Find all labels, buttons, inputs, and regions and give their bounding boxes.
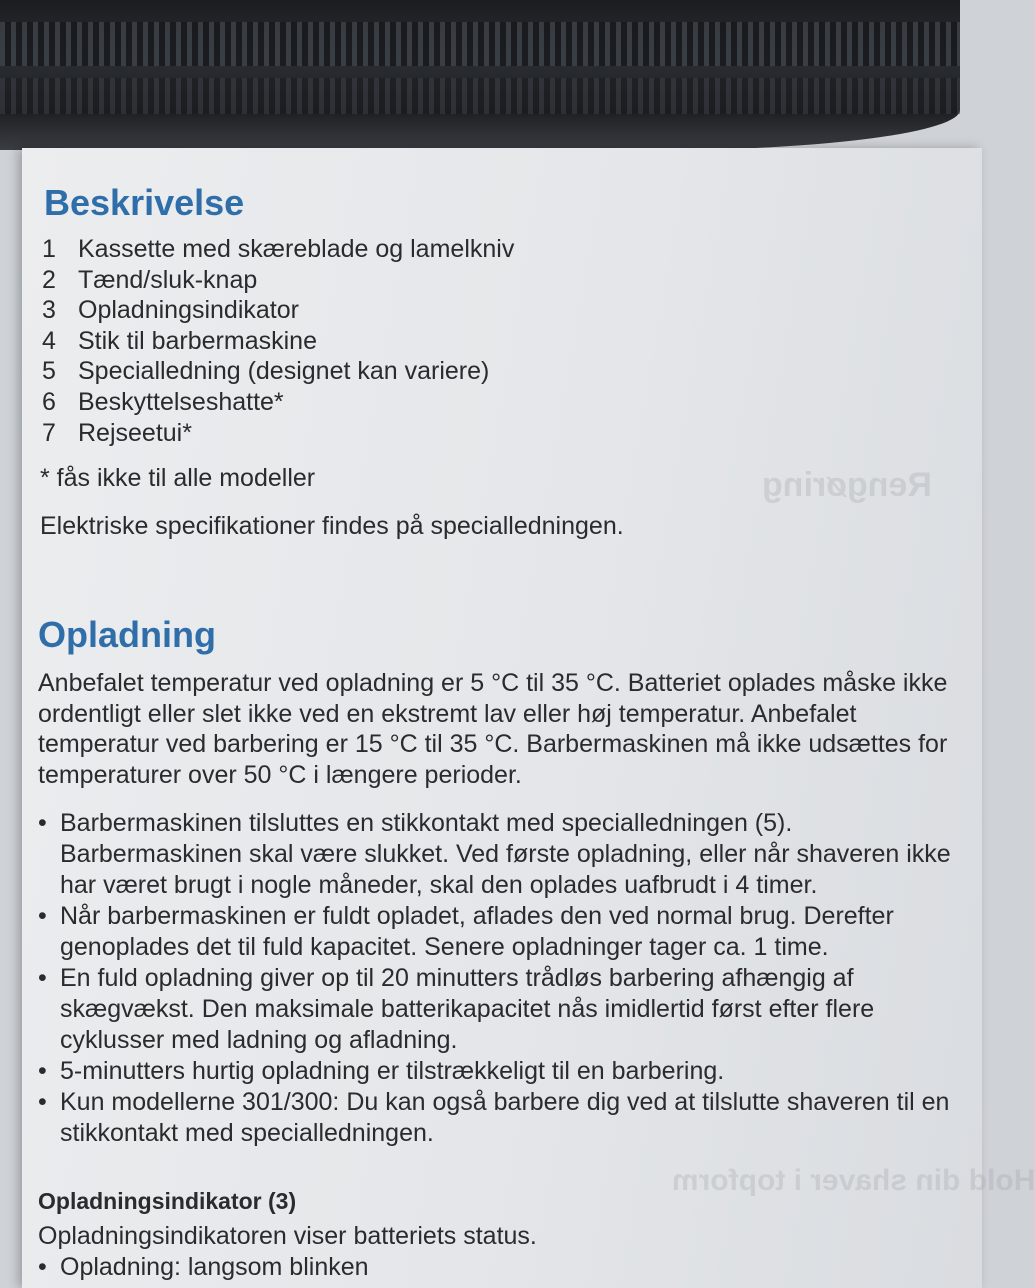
list-item: 3 Opladningsindikator [42, 296, 299, 325]
list-item: 4 Stik til barbermaskine [42, 326, 317, 355]
indicator-text: Opladningsindikatoren viser batteriets status. [38, 1222, 537, 1250]
list-item: 6 Beskyttelseshatte* [42, 387, 284, 416]
list-item: 7 Rejseetui* [42, 418, 192, 447]
list-item: • Kun modellerne 301/300: Du kan også barbere dig ved at tilslutte shaveren til en stikkontakt med specialledningen. [38, 1087, 978, 1149]
list-item: • En fuld opladning giver op til 20 minutters trådløs barbering afhængig af skægvækst. Den maksimale batterikapacitet nås imidlertid først efter flere cyklusser med ladning og afladning. [38, 963, 978, 1056]
list-item: • Barbermaskinen tilsluttes en stikkontakt med specialledningen (5). Barbermaskinen skal være slukket. Ved første opladning, eller når shaveren ikke har været brugt i nogle måneder, skal den oplades uafbrudt i 4 timer. [38, 808, 978, 901]
charging-paragraph: Anbefalet temperatur ved opladning er 5 °C til 35 °C. Batteriet oplades måske ikke ordentligt eller slet ikke ved en ekstremt lav eller høj temperatur. Anbefalet temperatur ved barbering er 15 °C til 35 °C. Barbermaskinen må ikke udsættes for temperaturer over 50 °C i længere perioder. [38, 669, 948, 789]
footnote: * fås ikke til alle modeller [40, 464, 316, 492]
show-through-heading-2: Hold din shaver i topform [672, 1164, 1035, 1197]
list-item: • Opladning: langsom blinken [38, 1252, 369, 1282]
list-item: • 5-minutters hurtig opladning er tilstrækkeligt til en barbering. [38, 1056, 978, 1087]
indicator-title: Opladningsindikator (3) [38, 1188, 297, 1214]
list-item: 2 Tænd/sluk-knap [42, 265, 258, 294]
indicator-bullets [38, 1252, 369, 1282]
list-item: • Når barbermaskinen er fuldt opladet, aflades den ved normal brug. Derefter genoplades det til fuld kapacitet. Senere opladninger tager ca. 1 time. [38, 901, 978, 963]
list-item: 1 Kassette med skæreblade og lamelkniv [42, 235, 515, 263]
zipper [0, 22, 960, 66]
zipper-shadow [0, 78, 960, 114]
charging-title: Opladning [38, 614, 216, 655]
charging-bullets [38, 808, 978, 1149]
list-item: 5 Specialledning (designet kan variere) [42, 357, 490, 386]
manual-page [22, 148, 1035, 1288]
spec-note: Elektriske specifikationer findes på specialledningen. [40, 512, 624, 540]
show-through-heading-1: Rengøring [762, 466, 932, 504]
description-list [42, 234, 514, 448]
description-title: Beskrivelse [44, 182, 245, 223]
travel-case-edge [0, 0, 960, 150]
